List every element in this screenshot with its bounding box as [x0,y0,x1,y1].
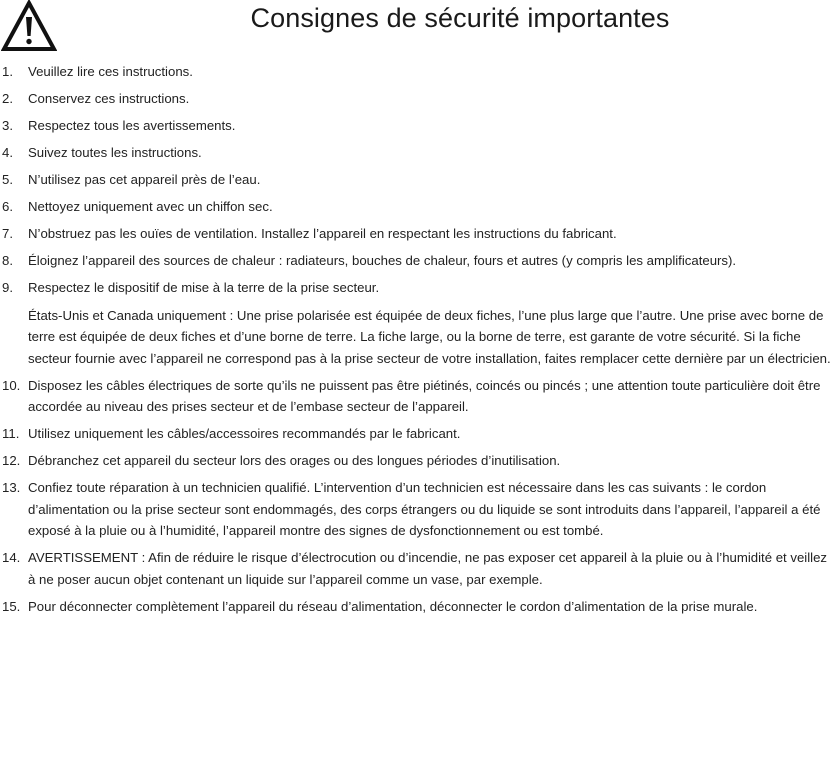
item-number: 7. [2,226,13,241]
item-number: 11. [2,426,20,441]
item-number: 2. [2,91,13,106]
item-text: AVERTISSEMENT : Afin de réduire le risque d’électrocution ou d’incendie, ne pas exposer cet appareil à la pluie ou à l’humidité et veillez à ne poser aucun objet contenant un liquide sur l’appareil comme un vase, par exemple. [28,550,828,587]
list-item [0,115,835,137]
page-title: Consignes de sécurité importantes [250,3,670,33]
list-item [0,596,835,618]
list-item [0,250,835,272]
list-item [0,61,835,83]
item-number: 8. [2,253,13,268]
item-text: Confiez toute réparation à un technicien qualifié. L’intervention d’un technicien est nécessaire dans les cas suivants : le cordon d’alimentation ou la prise secteur sont endommagés, des corps étrangers ou du liquide se sont introduits dans l’appareil, l’appareil a été exposé à la pluie ou à l’humidité, l’appareil montre des signes de dysfonctionnement ou est tombé. [28,480,821,538]
list-item [0,223,835,245]
item-text: Conservez ces instructions. [28,91,190,106]
item-number: 12. [2,453,21,468]
item-number: 9. [2,280,13,295]
item-number: 6. [2,199,13,214]
item-number: 1. [2,64,13,79]
item-text: Utilisez uniquement les câbles/accessoires recommandés par le fabricant. [28,426,461,441]
item-text: N’utilisez pas cet appareil près de l’eau. [28,172,261,187]
list-item [0,375,835,418]
item-text: Nettoyez uniquement avec un chiffon sec. [28,199,273,214]
warning-triangle-icon [1,0,57,52]
list-item [0,547,835,590]
item-text: Suivez toutes les instructions. [28,145,202,160]
list-item [0,196,835,218]
item-text: Éloignez l’appareil des sources de chaleur : radiateurs, bouches de chaleur, fours et autres (y compris les amplificateurs). [28,253,737,268]
item-number: 5. [2,172,13,187]
list-item [0,142,835,164]
item-text: N’obstruez pas les ouïes de ventilation. Installez l’appareil en respectant les instructions du fabricant. [28,226,617,241]
item-number: 3. [2,118,13,133]
item-text: Pour déconnecter complètement l’appareil du réseau d’alimentation, déconnecter le cordon d’alimentation de la prise murale. [28,598,758,614]
item-number: 10. [2,377,21,393]
item-text: Disposez les câbles électriques de sorte qu’ils ne puissent pas être piétinés, coincés ou pincés ; une attention toute particulière doit être accordée au niveau des prises secteur et de l’embase secteur de l’appareil. [28,377,821,414]
item-number: 13. [2,480,21,495]
list-item [0,423,835,445]
list-item [0,477,835,542]
list-item [0,450,835,472]
instructions-list [0,61,835,623]
item-text: Veuillez lire ces instructions. [28,64,193,79]
item-number: 4. [2,145,13,160]
item-number: 14. [2,550,21,565]
list-item [0,88,835,110]
page-header [0,0,835,62]
item-text: Respectez tous les avertissements. [28,118,236,133]
list-item [0,277,835,369]
list-item [0,169,835,191]
item-subtext: États-Unis et Canada uniquement : Une prise polarisée est équipée de deux fiches, l’une plus large que l’autre. Une prise avec borne de terre est équipée de deux fiches et d’une borne de terre. La fiche large, ou la borne de terre, est garante de votre sécurité. Si la fiche secteur fournie avec l’appareil ne correspond pas à la prise secteur de votre installation, faites remplacer cette dernière par un électricien. [28,307,831,366]
item-number: 15. [2,598,21,614]
item-text: Débranchez cet appareil du secteur lors des orages ou des longues périodes d’inutilisation. [28,453,561,468]
item-text: Respectez le dispositif de mise à la terre de la prise secteur. [28,280,380,295]
